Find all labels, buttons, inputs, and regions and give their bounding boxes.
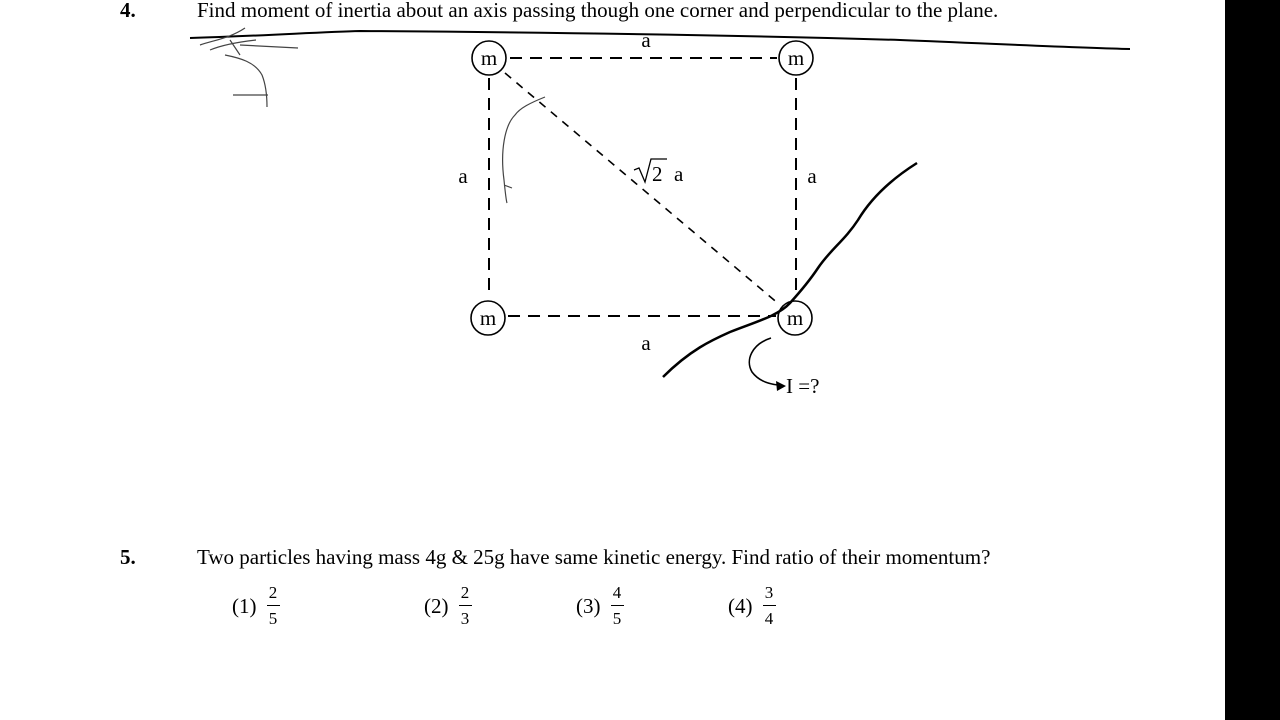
question-5-number: 5. xyxy=(120,545,136,569)
question-4-number: 4. xyxy=(120,0,136,22)
mass-top-left xyxy=(472,41,506,75)
question-4-text: Find moment of inertia about an axis passing though one corner and perpendicular to the plane. xyxy=(197,0,999,22)
option-1 xyxy=(232,583,280,629)
label-top-side: a xyxy=(641,28,651,52)
label-right-side: a xyxy=(807,164,817,188)
option-4-numerator: 3 xyxy=(764,583,774,602)
option-1-denominator: 5 xyxy=(268,609,278,628)
inertia-label: I =? xyxy=(786,374,820,398)
svg-text:m: m xyxy=(787,46,805,70)
svg-text:m: m xyxy=(786,306,804,330)
mass-bottom-right xyxy=(778,301,812,335)
option-4-fraction xyxy=(763,583,776,629)
arrow-head-icon xyxy=(776,381,786,391)
svg-text:m: m xyxy=(479,306,497,330)
svg-text:m: m xyxy=(480,46,498,70)
option-3-label: (3) xyxy=(576,593,601,618)
option-2-numerator: 2 xyxy=(460,583,470,602)
option-2 xyxy=(424,583,472,629)
fraction-bar xyxy=(459,605,472,606)
rotation-arrow xyxy=(749,338,778,385)
option-3-denominator: 5 xyxy=(612,609,622,628)
option-4-label: (4) xyxy=(728,593,753,618)
pen-stroke-hook xyxy=(503,97,545,203)
option-1-label: (1) xyxy=(232,593,257,618)
option-2-label: (2) xyxy=(424,593,449,618)
option-4-denominator: 4 xyxy=(764,609,774,628)
option-1-fraction xyxy=(267,583,280,629)
diagonal-line xyxy=(505,73,780,305)
diagonal-label xyxy=(634,159,684,186)
pen-stroke-axis xyxy=(663,163,917,377)
option-4 xyxy=(728,583,776,629)
fraction-bar xyxy=(763,605,776,606)
fraction-bar xyxy=(611,605,624,606)
pen-scribble-left xyxy=(200,28,298,107)
option-2-denominator: 3 xyxy=(460,609,470,628)
option-1-numerator: 2 xyxy=(268,583,278,602)
svg-text:2: 2 xyxy=(652,162,663,186)
question-5-text: Two particles having mass 4g & 25g have same kinetic energy. Find ratio of their momentum? xyxy=(197,545,991,569)
label-bottom-side: a xyxy=(641,331,651,355)
option-3-fraction xyxy=(611,583,624,629)
fraction-bar xyxy=(267,605,280,606)
svg-text:a: a xyxy=(674,162,684,186)
label-left-side: a xyxy=(458,164,468,188)
option-2-fraction xyxy=(459,583,472,629)
black-side-bar xyxy=(1225,0,1280,720)
pen-stroke-top xyxy=(190,31,1130,49)
option-3-numerator: 4 xyxy=(612,583,622,602)
mass-top-right xyxy=(779,41,813,75)
option-3 xyxy=(576,583,624,629)
mass-bottom-left xyxy=(471,301,505,335)
